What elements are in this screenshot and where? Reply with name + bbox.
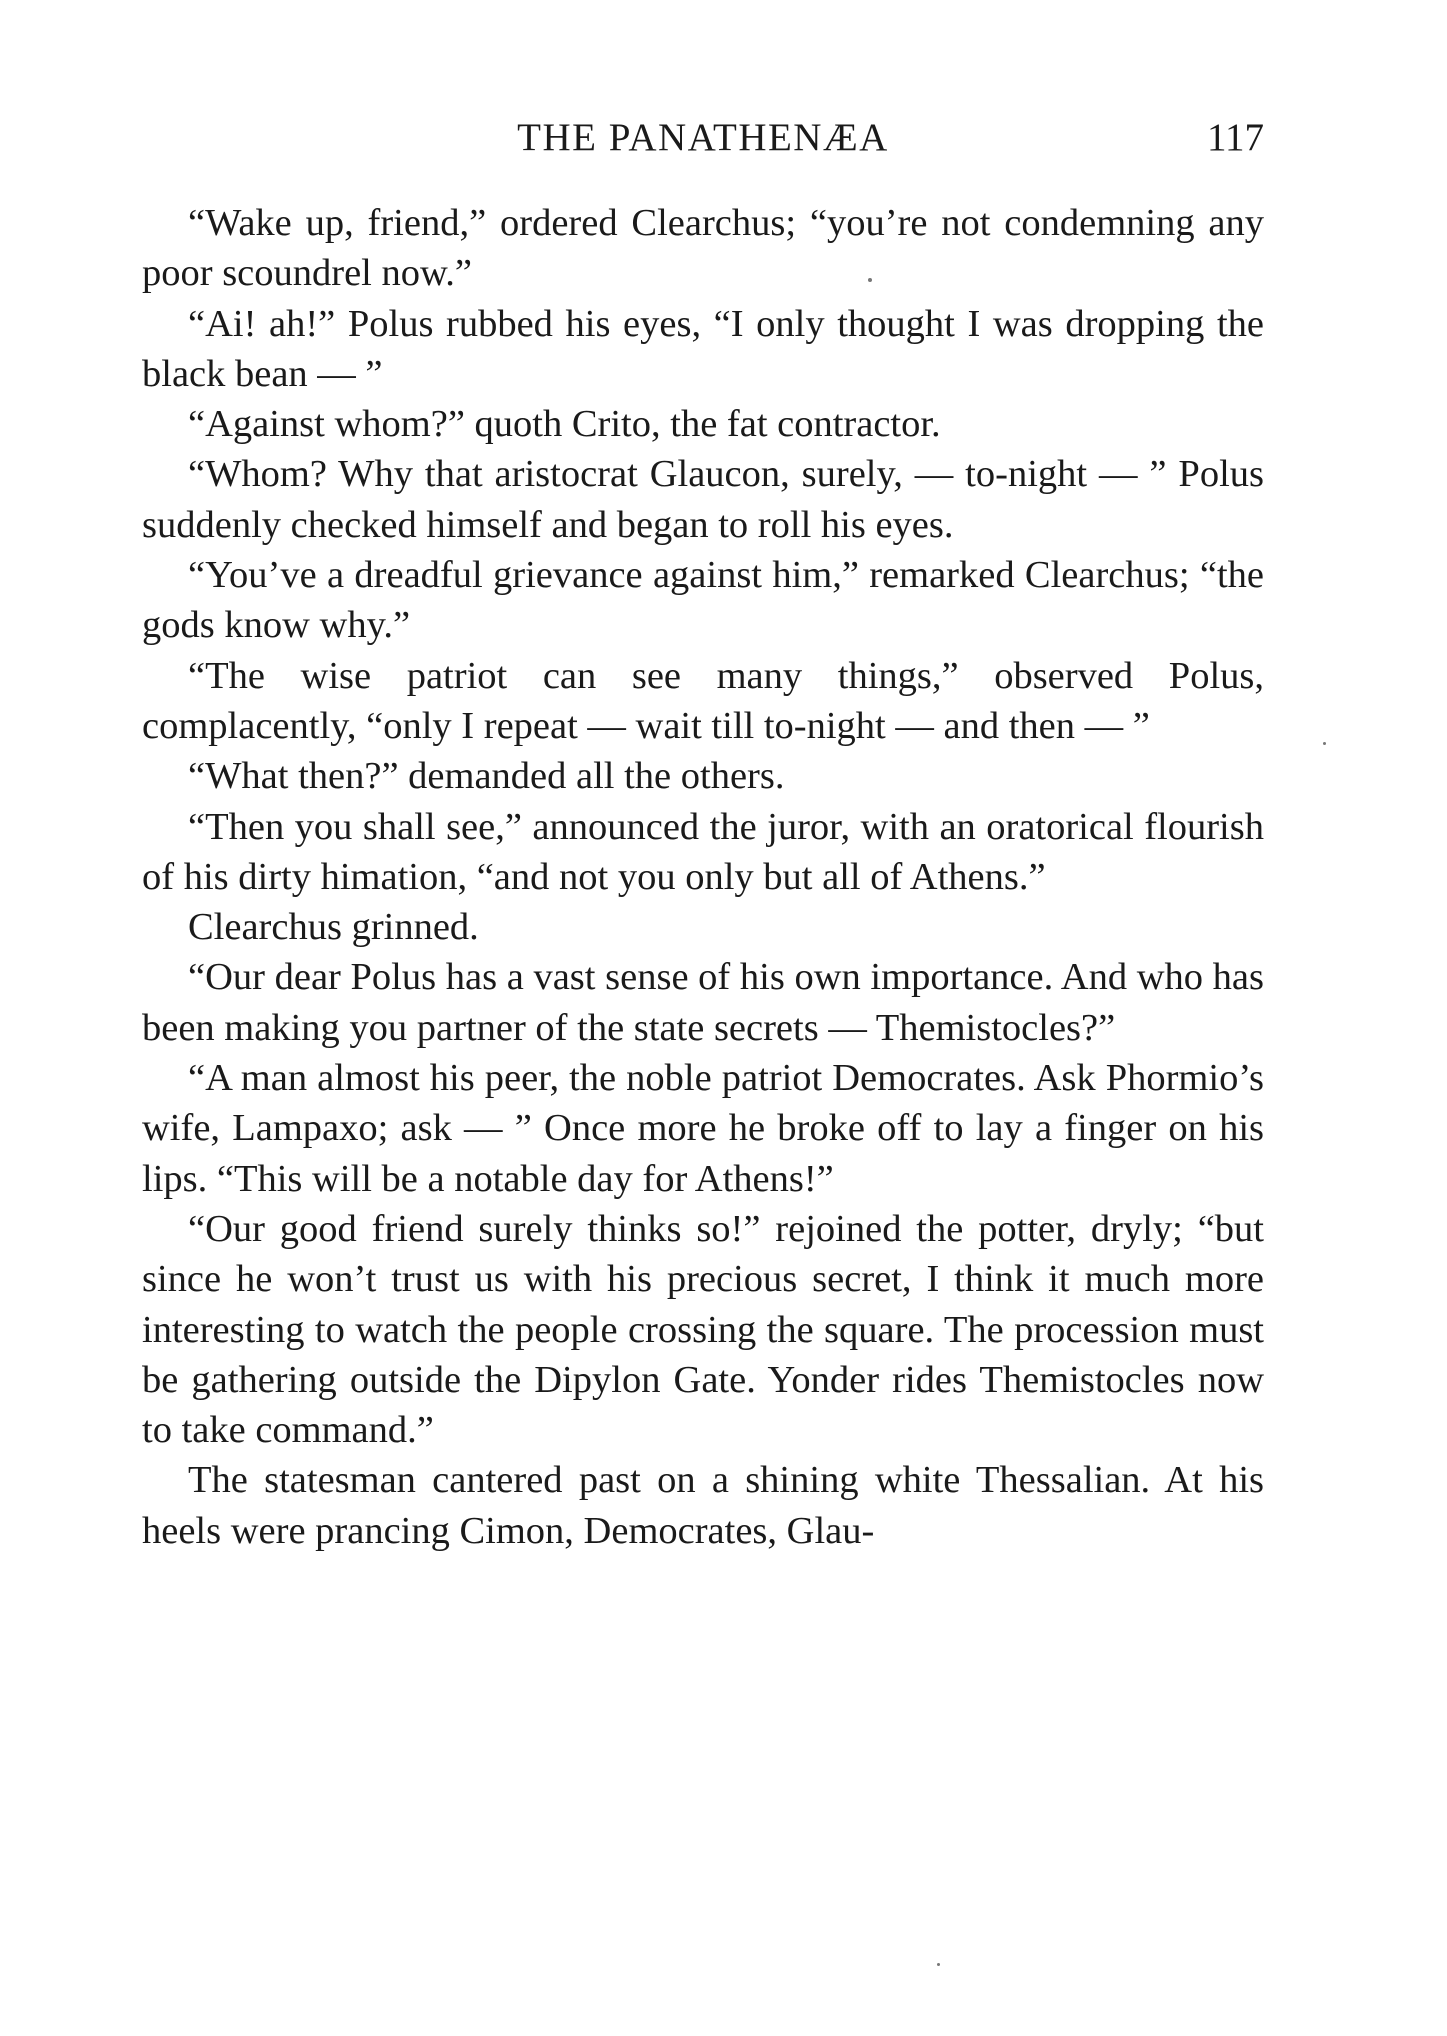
running-title: THE PANATHENÆA xyxy=(517,116,889,159)
paragraph: “Whom? Why that aristocrat Glaucon, surely, — to-night — ” Polus suddenly checked himself and began to roll his eyes. xyxy=(142,453,1264,546)
paragraph: “You’ve a dreadful grievance against him,” remarked Clearchus; “the gods know why.” xyxy=(142,554,1264,647)
paper-speck xyxy=(868,278,872,282)
paragraph: “Our dear Polus has a vast sense of his own importance. And who has been making you partner of the state secrets — Themistocles?” xyxy=(142,956,1264,1049)
paper-speck xyxy=(1323,742,1326,745)
paragraph: Clearchus grinned. xyxy=(188,906,479,949)
paragraph: “Ai! ah!” Polus rubbed his eyes, “I only thought I was dropping the black bean — ” xyxy=(142,302,1264,395)
running-head xyxy=(142,108,1264,168)
paragraph: “The wise patriot can see many things,” observed Polus, complacently, “only I repeat — wait till to-night — and then — ” xyxy=(142,654,1264,747)
paragraph: “A man almost his peer, the noble patriot Democrates. Ask Phormio’s wife, Lampaxo; ask — ” Once more he broke off to lay a finger on his lips. “This will be a notable day for Athens!” xyxy=(142,1057,1264,1200)
paragraph: “Then you shall see,” announced the juror, with an oratorical flourish of his dirty himation, “and not you only but all of Athens.” xyxy=(142,805,1264,898)
paper-speck xyxy=(937,1963,940,1966)
paragraph: “Against whom?” quoth Crito, the fat contractor. xyxy=(188,403,941,446)
paragraph: “Our good friend surely thinks so!” rejoined the potter, dryly; “but since he won’t trust us with his precious secret, I think it much more interesting to watch the people crossing the square. The procession must be gathering outside the Dipylon Gate. Yonder rides Themistocles now to take command.” xyxy=(142,1207,1264,1452)
page-number: 117 xyxy=(1206,116,1264,159)
paragraph: The statesman cantered past on a shining white Thessalian. At his heels were prancing Cimon, Democrates, Glau- xyxy=(142,1459,1264,1552)
paragraph: “What then?” demanded all the others. xyxy=(188,755,785,798)
paragraph: “Wake up, friend,” ordered Clearchus; “you’re not condemning any poor scoundrel now.” xyxy=(142,202,1264,295)
body-text xyxy=(142,198,1264,1556)
